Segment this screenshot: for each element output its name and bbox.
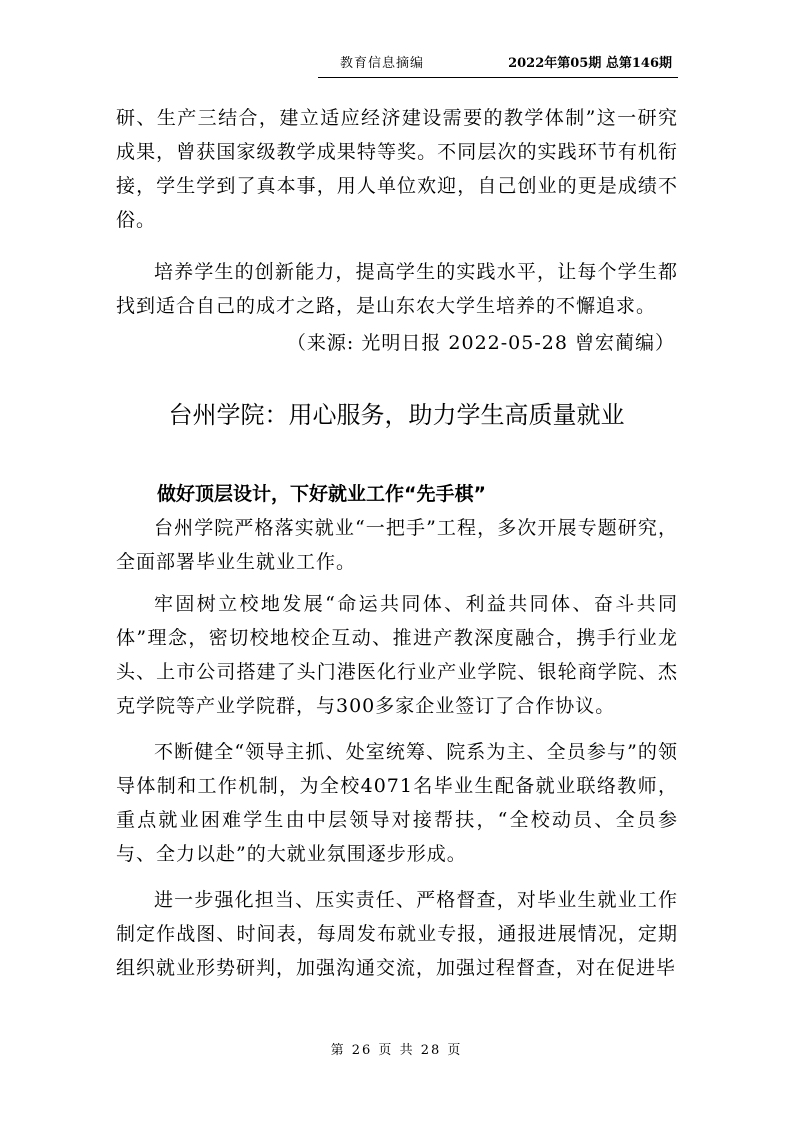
article1-paragraph: 研、生产三结合，建立适应经济建设需要的教学体制”这一研究成果，曾获国家级教学成果特等奖。不同层次的实践环节有机衔接，学生学到了真本事，用人单位欢迎，自己创业的更是成绩不俗。 xyxy=(116,107,678,231)
article1-source-line: （来源: 光明日报 2022-05-28 曾宏蔺编） xyxy=(286,332,675,354)
page-footer: 第 26 页 共 28 页 xyxy=(330,1043,463,1058)
article2-paragraph: 牢固树立校地发展“命运共同体、利益共同体、奋斗共同体”理念，密切校地校企互动、推进产教深度融合，携手行业龙头、上市公司搭建了头门港医化行业产业学院、银轮商学院、杰克学院等产业学院群，与300多家企业签订了合作协议。 xyxy=(116,593,678,717)
article1-paragraph: 培养学生的创新能力，提高学生的实践水平，让每个学生都找到适合自己的成才之路，是山东农大学生培养的不懈追求。 xyxy=(116,261,678,317)
article2-paragraph: 不断健全“领导主抓、处室统筹、院系为主、全员参与”的领导体制和工作机制，为全校4071名毕业生配备就业联络教师，重点就业困难学生由中层领导对接帮扶，“全校动员、全员参与、全力以赴”的大就业氛围逐步形成。 xyxy=(116,741,678,865)
article2-paragraph: 台州学院严格落实就业“一把手”工程，多次开展专题研究，全面部署毕业生就业工作。 xyxy=(116,517,678,573)
article2-paragraph: 进一步强化担当、压实责任、严格督查，对毕业生就业工作制定作战图、时间表，每周发布就业专报，通报进展情况，定期组织就业形势研判，加强沟通交流，加强过程督查，对在促进毕 xyxy=(116,889,678,979)
publication-name: 教育信息摘编 xyxy=(340,56,425,71)
article2-title: 台州学院：用心服务，助力学生高质量就业 xyxy=(168,401,625,429)
header-divider xyxy=(318,77,678,78)
issue-number: 2022年第05期 总第146期 xyxy=(508,56,672,71)
page-header xyxy=(318,54,678,74)
article2-section-heading: 做好顶层设计，下好就业工作“先手棋” xyxy=(157,483,486,505)
